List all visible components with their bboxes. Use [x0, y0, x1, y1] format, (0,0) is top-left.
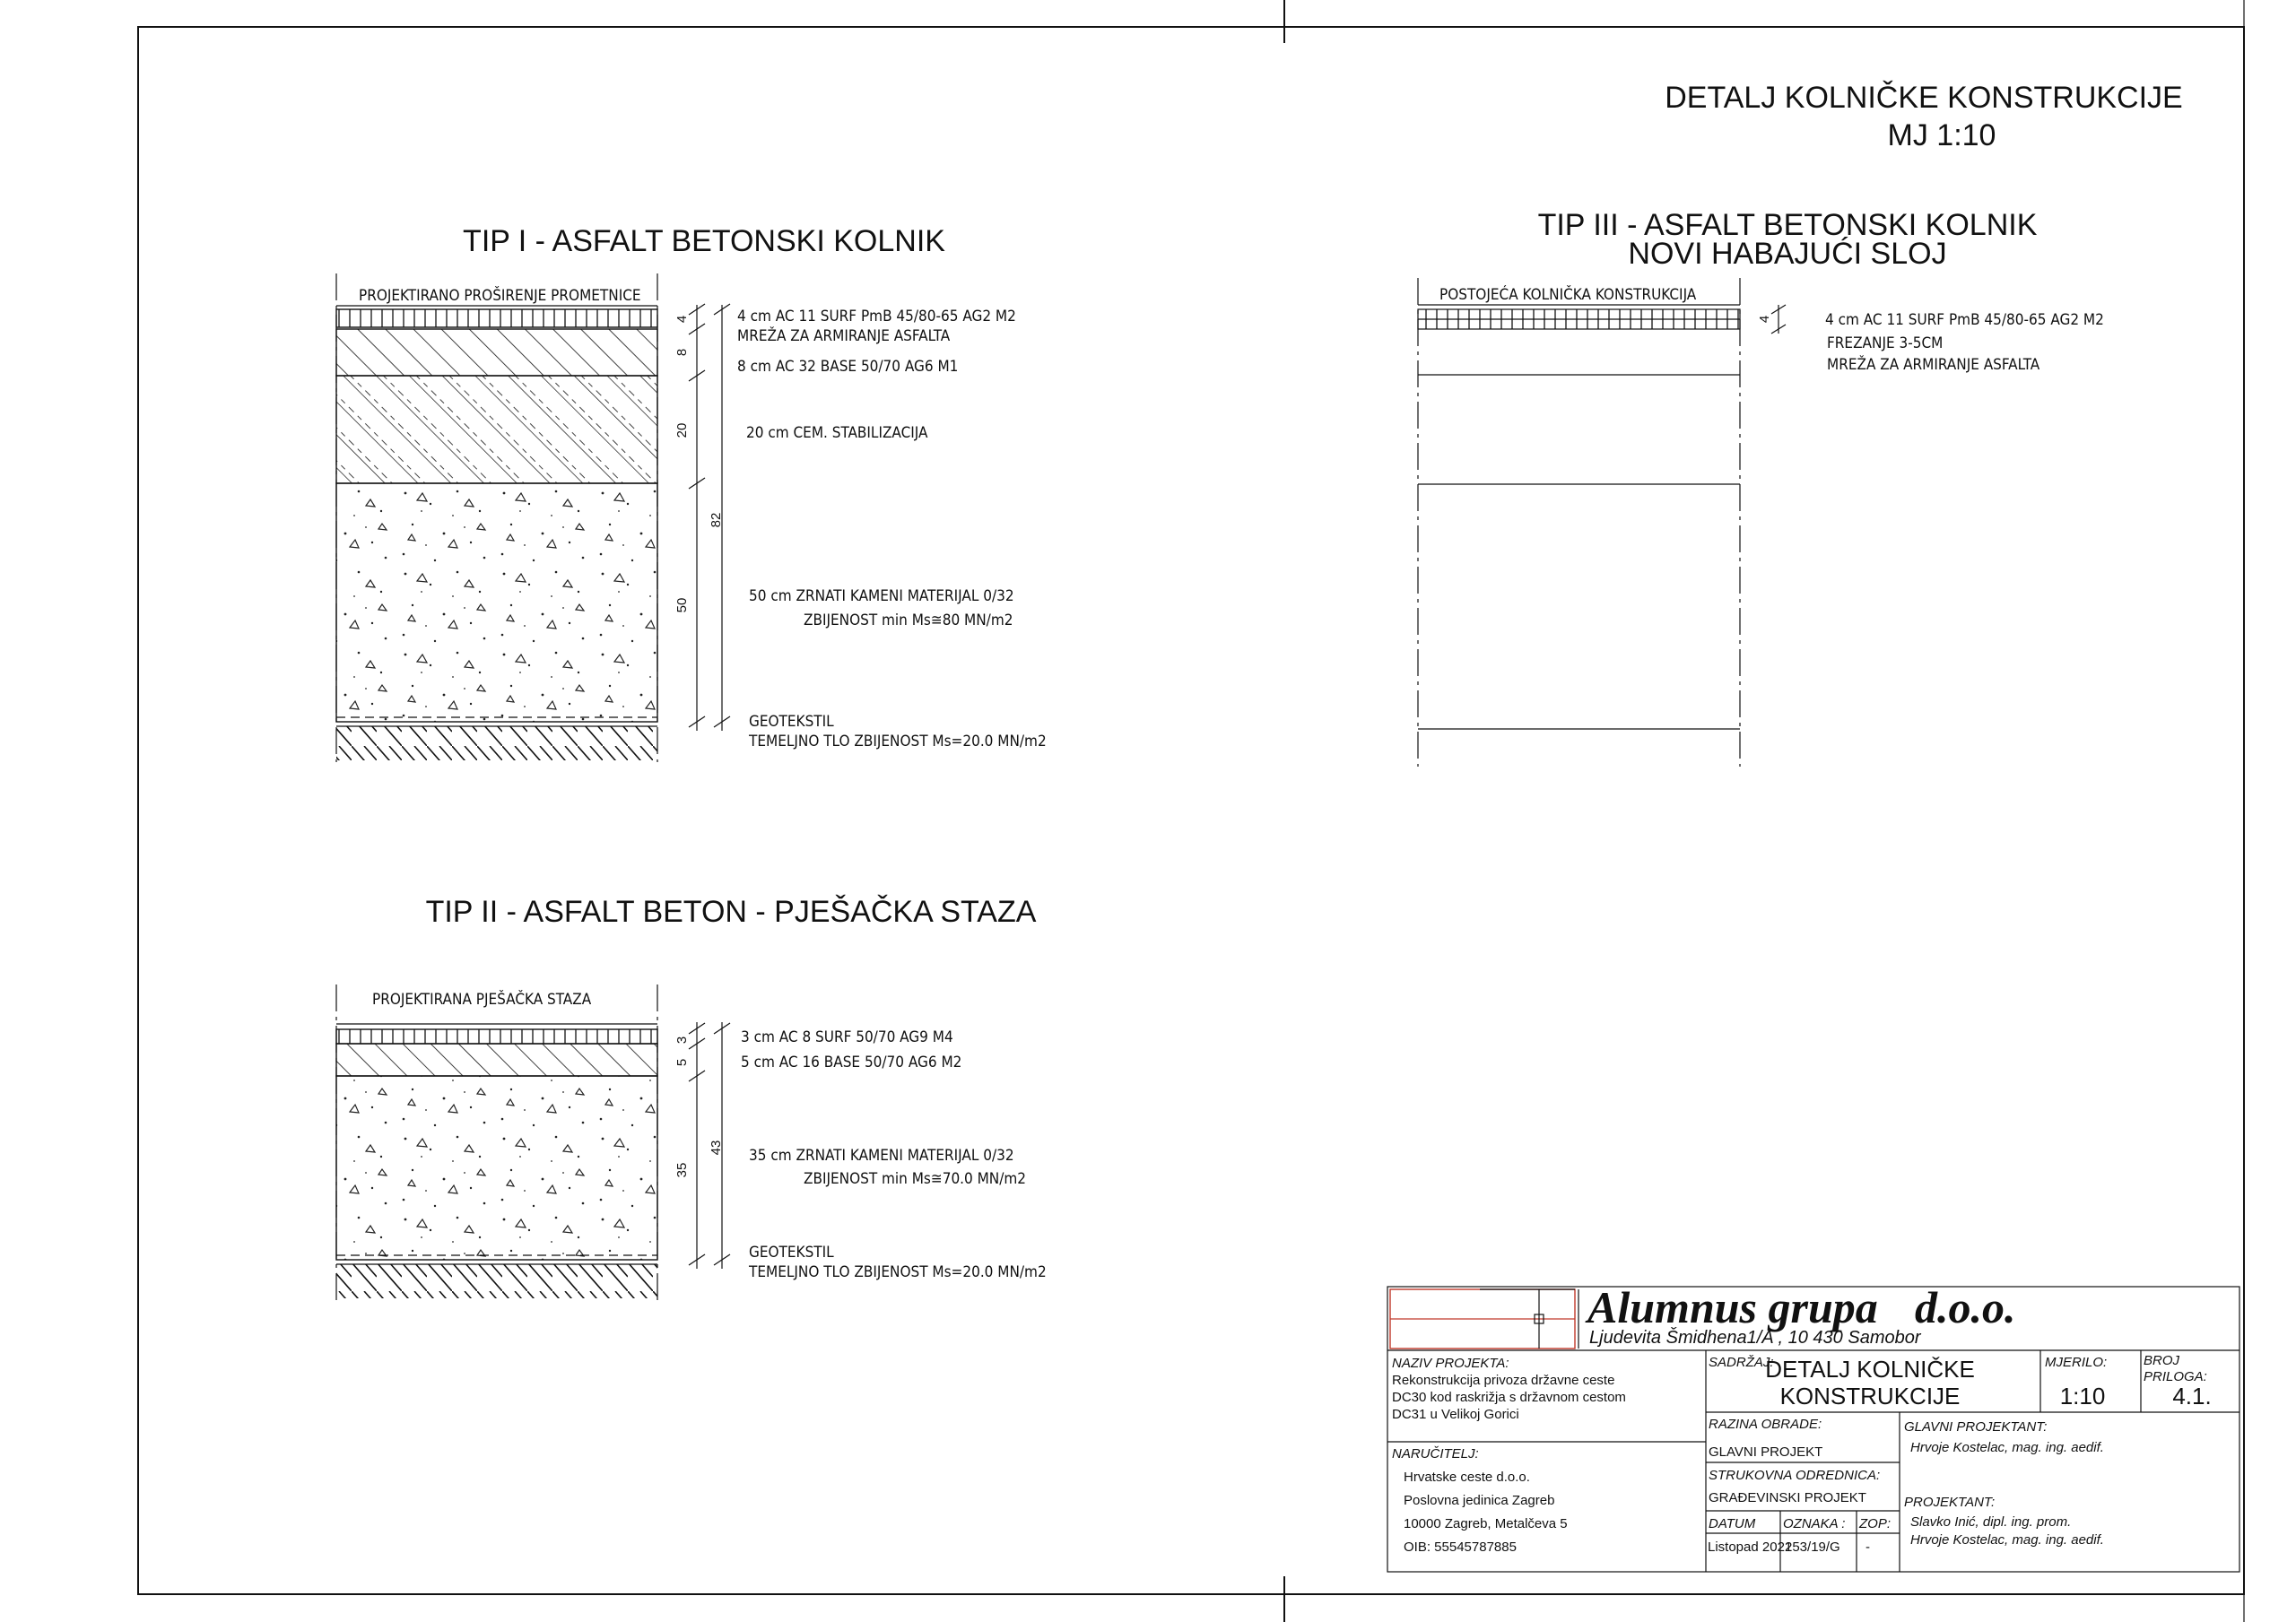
svg-text:Poslovna jedinica Zagreb: Poslovna jedinica Zagreb	[1404, 1493, 1555, 1508]
svg-text:Listopad 2021: Listopad 2021	[1708, 1540, 1793, 1555]
svg-text:TEMELJNO TLO ZBIJENOST Ms=20.0: TEMELJNO TLO ZBIJENOST Ms=20.0 MN/m2	[749, 733, 1047, 750]
svg-text:5 cm AC 16 BASE 50/70 AG6 M2: 5 cm AC 16 BASE 50/70 AG6 M2	[741, 1054, 962, 1071]
svg-text:GRAĐEVINSKI PROJEKT: GRAĐEVINSKI PROJEKT	[1709, 1490, 1866, 1505]
svg-text:4: 4	[674, 315, 690, 324]
tip1-total: 82	[709, 512, 724, 528]
svg-text:STRUKOVNA ODREDNICA:: STRUKOVNA ODREDNICA:	[1709, 1468, 1881, 1483]
tip2-layer-base	[336, 1044, 657, 1076]
svg-text:3 cm AC 8 SURF 50/70 AG9 M4: 3 cm AC 8 SURF 50/70 AG9 M4	[741, 1028, 953, 1046]
svg-text:4 cm AC 11 SURF PmB 45/80-65 A: 4 cm AC 11 SURF PmB 45/80-65 AG2 M2	[737, 308, 1016, 325]
svg-text:KONSTRUKCIJE: KONSTRUKCIJE	[1779, 1383, 1961, 1409]
svg-text:Hrvatske ceste d.o.o.: Hrvatske ceste d.o.o.	[1404, 1470, 1530, 1485]
svg-text:4.1.: 4.1.	[2172, 1383, 2212, 1409]
svg-text:DETALJ KOLNIČKE: DETALJ KOLNIČKE	[1765, 1356, 1975, 1383]
tip2-title: TIP II - ASFALT BETON - PJEŠAČKA STAZA	[425, 895, 1037, 929]
svg-text:DC30 kod raskrižja s državnom: DC30 kod raskrižja s državnom cestom	[1392, 1390, 1626, 1405]
title-block	[1387, 1282, 2239, 1572]
tip3-header: POSTOJEĆA KOLNIČKA KONSTRUKCIJA	[1439, 286, 1697, 304]
svg-text:ZBIJENOST min Ms≅70.0 MN/m2: ZBIJENOST min Ms≅70.0 MN/m2	[804, 1170, 1027, 1188]
svg-text:NAZIV PROJEKTA:: NAZIV PROJEKTA:	[1392, 1356, 1509, 1371]
svg-text:GEOTEKSTIL: GEOTEKSTIL	[749, 713, 834, 731]
tip1-layer-base	[336, 329, 657, 376]
svg-text:20: 20	[674, 422, 690, 438]
svg-text:RAZINA OBRADE:: RAZINA OBRADE:	[1709, 1417, 1822, 1432]
svg-text:4: 4	[1757, 315, 1772, 324]
svg-text:PROJEKTANT:: PROJEKTANT:	[1904, 1495, 1996, 1510]
tip1-layer-cem	[336, 376, 657, 483]
svg-text:MREŽA ZA ARMIRANJE ASFALTA: MREŽA ZA ARMIRANJE ASFALTA	[737, 327, 951, 345]
svg-text:Hrvoje Kostelac, mag. ing. aed: Hrvoje Kostelac, mag. ing. aedif.	[1910, 1440, 2104, 1455]
svg-text:20 cm CEM. STABILIZACIJA: 20 cm CEM. STABILIZACIJA	[746, 424, 928, 442]
svg-text:PRILOGA:: PRILOGA:	[2144, 1369, 2207, 1384]
svg-text:BROJ: BROJ	[2144, 1353, 2180, 1368]
svg-text:Rekonstrukcija privoza državne: Rekonstrukcija privoza državne ceste	[1392, 1373, 1615, 1388]
svg-text:8: 8	[674, 348, 690, 357]
tip2-subgrade	[336, 1264, 657, 1298]
svg-text:ZBIJENOST min Ms≅80 MN/m2: ZBIJENOST min Ms≅80 MN/m2	[804, 612, 1013, 629]
svg-text:FREZANJE 3-5CM: FREZANJE 3-5CM	[1827, 334, 1944, 352]
sheet-scale: MJ 1:10	[1887, 118, 1996, 152]
svg-text:-: -	[1866, 1540, 1870, 1555]
svg-text:ZOP:: ZOP:	[1859, 1516, 1892, 1531]
tip2-section	[336, 984, 1047, 1300]
tip3-title-2: NOVI HABAJUĆI SLOJ	[1628, 237, 1947, 271]
svg-text:50: 50	[674, 597, 690, 613]
svg-text:35 cm ZRNATI KAMENI MATERIJAL: 35 cm ZRNATI KAMENI MATERIJAL 0/32	[749, 1147, 1014, 1165]
svg-text:3: 3	[674, 1036, 690, 1045]
svg-text:Hrvoje Kostelac, mag. ing. aed: Hrvoje Kostelac, mag. ing. aedif.	[1910, 1532, 2104, 1548]
svg-text:MREŽA ZA ARMIRANJE ASFALTA: MREŽA ZA ARMIRANJE ASFALTA	[1827, 356, 2040, 374]
tip2-layer-gravel	[336, 1076, 657, 1260]
company-name: Alumnus grupa	[1587, 1282, 1878, 1332]
tip1-subgrade	[336, 726, 657, 760]
svg-text:10000 Zagreb, Metalčeva 5: 10000 Zagreb, Metalčeva 5	[1404, 1516, 1568, 1531]
company-suffix: d.o.o.	[1915, 1282, 2016, 1332]
svg-text:MJERILO:: MJERILO:	[2045, 1355, 2108, 1370]
tip1-title: TIP I - ASFALT BETONSKI KOLNIK	[463, 224, 945, 258]
svg-text:DATUM: DATUM	[1709, 1516, 1756, 1531]
svg-text:1:10: 1:10	[2059, 1383, 2106, 1409]
tip1-layer-surf	[336, 309, 657, 327]
tip3-section	[1418, 278, 2104, 767]
svg-text:GEOTEKSTIL: GEOTEKSTIL	[749, 1244, 834, 1262]
svg-text:Slavko Inić, dipl. ing. prom.: Slavko Inić, dipl. ing. prom.	[1910, 1514, 2072, 1530]
svg-text:253/19/G: 253/19/G	[1785, 1540, 1840, 1555]
tip1-section	[336, 273, 1047, 762]
tip2-layer-surf	[336, 1029, 657, 1044]
svg-text:SADRŽAJ:: SADRŽAJ:	[1709, 1355, 1774, 1370]
tip3-title-1: TIP III - ASFALT BETONSKI KOLNIK	[1537, 208, 2038, 242]
tip2-total: 43	[709, 1140, 724, 1156]
svg-text:GLAVNI PROJEKT: GLAVNI PROJEKT	[1709, 1444, 1823, 1460]
sheet-title: DETALJ KOLNIČKE KONSTRUKCIJE	[1665, 81, 2183, 115]
tip2-header: PROJEKTIRANA PJEŠAČKA STAZA	[372, 991, 592, 1009]
svg-text:NARUČITELJ:: NARUČITELJ:	[1392, 1446, 1479, 1462]
tip1-layer-gravel	[336, 483, 657, 722]
tip1-header: PROJEKTIRANO PROŠIRENJE PROMETNICE	[359, 287, 641, 305]
svg-text:OZNAKA :: OZNAKA :	[1783, 1516, 1846, 1531]
svg-text:5: 5	[674, 1058, 690, 1067]
svg-text:35: 35	[674, 1162, 690, 1178]
company-address: Ljudevita Šmidhena1/A , 10 430 Samobor	[1589, 1328, 1921, 1348]
svg-text:GLAVNI PROJEKTANT:: GLAVNI PROJEKTANT:	[1904, 1419, 2048, 1435]
svg-text:4 cm AC 11 SURF PmB 45/80-65 A: 4 cm AC 11 SURF PmB 45/80-65 AG2 M2	[1825, 311, 2104, 329]
svg-text:TEMELJNO TLO ZBIJENOST Ms=20.0: TEMELJNO TLO ZBIJENOST Ms=20.0 MN/m2	[749, 1263, 1047, 1281]
svg-text:OIB: 55545787885: OIB: 55545787885	[1404, 1540, 1517, 1555]
svg-text:50 cm ZRNATI KAMENI MATERIJAL: 50 cm ZRNATI KAMENI MATERIJAL 0/32	[749, 587, 1014, 605]
svg-text:DC31 u Velikoj Gorici: DC31 u Velikoj Gorici	[1392, 1407, 1519, 1422]
svg-text:8 cm AC 32 BASE 50/70 AG6 M1: 8 cm AC 32 BASE 50/70 AG6 M1	[737, 358, 959, 376]
